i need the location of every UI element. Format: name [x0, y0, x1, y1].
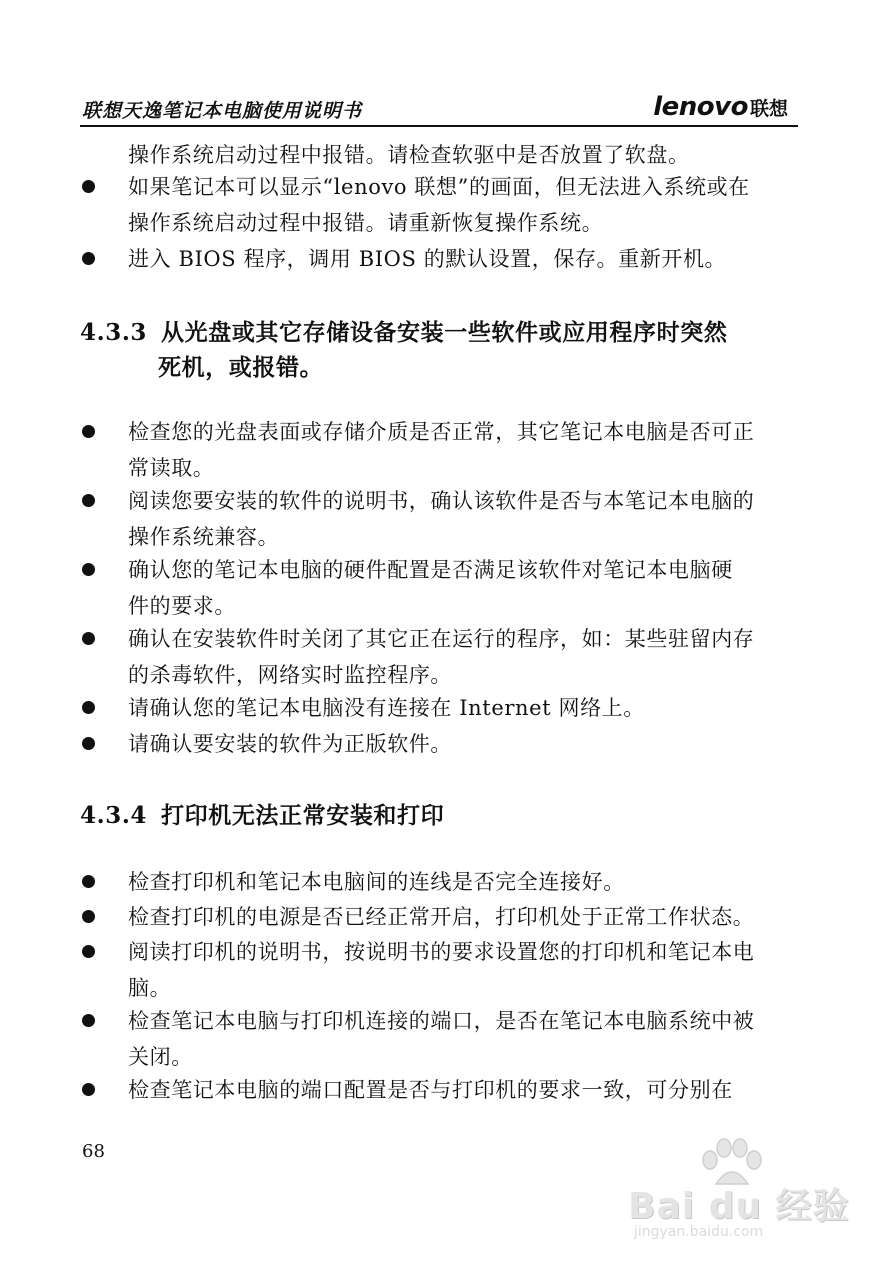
continuation-text: 操作系统启动过程中报错。请检查软驱中是否放置了软盘。: [128, 143, 690, 167]
list-item-line: 操作系统兼容。: [128, 525, 280, 549]
section-heading-4-3-4: [80, 797, 444, 830]
lenovo-logo: [653, 92, 788, 122]
page-number: 68: [82, 1141, 105, 1162]
logo-wordmark: lenovo: [653, 92, 748, 122]
bullet-icon: [82, 875, 95, 888]
bullet-icon: [82, 632, 95, 645]
list-item-line: 操作系统启动过程中报错。请重新恢复操作系统。: [128, 211, 604, 235]
header-title: 联想天逸笔记本电脑使用说明书: [82, 100, 363, 122]
bullet-icon: [82, 737, 95, 750]
list-item-line: 确认您的笔记本电脑的硬件配置是否满足该软件对笔记本电脑硬: [128, 558, 733, 582]
list-item-line: 检查打印机的电源是否已经正常开启，打印机处于正常工作状态。: [128, 905, 755, 929]
logo-chinese: 联想: [749, 98, 788, 120]
section-title: 打印机无法正常安装和打印: [161, 803, 445, 829]
page-header: [80, 92, 798, 128]
watermark-brand: Bai du 经验: [628, 1186, 850, 1227]
list-item-line: 请确认您的笔记本电脑没有连接在 Internet 网络上。: [128, 696, 645, 720]
list-item-line: 阅读您要安装的软件的说明书，确认该软件是否与本笔记本电脑的: [128, 489, 755, 513]
section-heading-continued: 死机，或报错。: [158, 355, 324, 381]
list-item-line: 进入 BIOS 程序，调用 BIOS 的默认设置，保存。重新开机。: [128, 247, 727, 271]
section-title: 从光盘或其它存储设备安装一些软件或应用程序时突然: [161, 320, 728, 346]
list-item-line: 的杀毒软件，网络实时监控程序。: [128, 663, 452, 687]
list-item-line: 检查笔记本电脑与打印机连接的端口，是否在笔记本电脑系统中被: [128, 1009, 755, 1033]
list-item-line: 检查笔记本电脑的端口配置是否与打印机的要求一致，可分别在: [128, 1078, 733, 1102]
bullet-icon: [82, 701, 95, 714]
list-item-line: 脑。: [128, 976, 172, 1000]
section-number: 4.3.3: [80, 319, 148, 346]
bullet-icon: [82, 1014, 95, 1027]
bullet-icon: [82, 1083, 95, 1096]
list-item-line: 件的要求。: [128, 594, 236, 618]
bullet-icon: [82, 494, 95, 507]
bullet-icon: [82, 180, 95, 193]
bullet-icon: [82, 563, 95, 576]
bullet-icon: [82, 945, 95, 958]
list-item-line: 阅读打印机的说明书，按说明书的要求设置您的打印机和笔记本电: [128, 940, 755, 964]
list-item-line: 确认在安装软件时关闭了其它正在运行的程序，如：某些驻留内存: [128, 627, 755, 651]
bullet-icon: [82, 910, 95, 923]
baidu-jingyan-watermark: [628, 1138, 850, 1248]
bullet-icon: [82, 252, 95, 265]
watermark-url: jingyan.baidu.com: [634, 1224, 764, 1240]
section-heading-4-3-3: [80, 314, 727, 347]
list-item-line: 检查您的光盘表面或存储介质是否正常，其它笔记本电脑是否可正: [128, 420, 755, 444]
list-item-line: 请确认要安装的软件为正版软件。: [128, 732, 452, 756]
list-item-line: 如果笔记本可以显示“lenovo 联想”的画面，但无法进入系统或在: [128, 175, 750, 199]
list-item-line: 关闭。: [128, 1045, 193, 1069]
header-rule: [80, 125, 798, 127]
bullet-icon: [82, 425, 95, 438]
list-item-line: 常读取。: [128, 456, 215, 480]
list-item-line: 检查打印机和笔记本电脑间的连线是否完全连接好。: [128, 870, 625, 894]
section-number: 4.3.4: [80, 802, 148, 829]
